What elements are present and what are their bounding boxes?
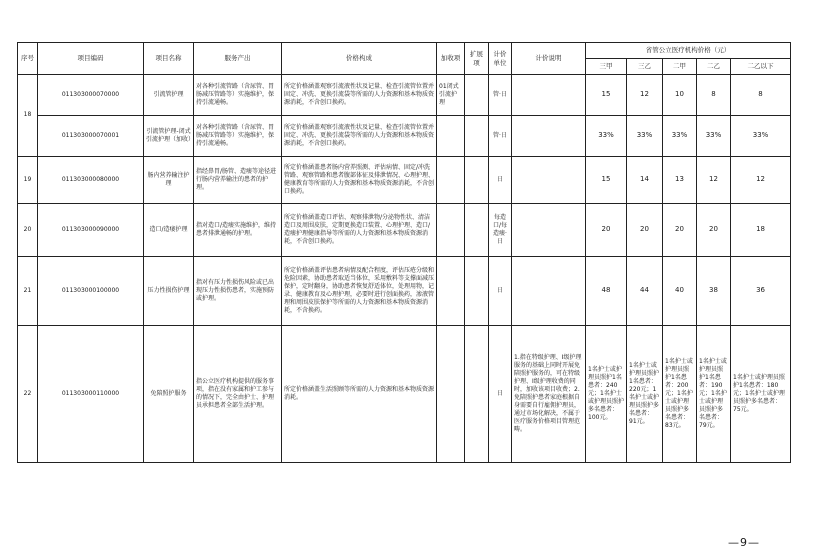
header-price-comp: 价格构成 bbox=[282, 43, 437, 75]
header-code: 项目编码 bbox=[38, 43, 144, 75]
price-cell: 8 bbox=[697, 75, 731, 116]
row-code: 011303000070001 bbox=[38, 116, 144, 157]
price-cell: 10 bbox=[663, 75, 697, 116]
price-cell: 36 bbox=[731, 257, 791, 326]
price-table bbox=[17, 42, 791, 463]
row-output: 指对造口/造瘘实施维护，维持患者排泄通畅的护理。 bbox=[194, 204, 282, 257]
row-output: 指公立医疗机构提供的服务事项，指在没有家属和护工参与的情况下，完全由护士、护理员承担患者全部生活护理。 bbox=[194, 326, 282, 463]
row-unit: 日 bbox=[489, 257, 512, 326]
row-note bbox=[512, 257, 586, 326]
price-cell: 33% bbox=[627, 116, 663, 157]
row-seq: 19 bbox=[18, 157, 38, 204]
row-unit: 管·日 bbox=[489, 116, 512, 157]
row-price-comp: 所定价格涵盖评估患者病情及配合程度，评估压疮分级和危险因素，协助患者取适当体位，采用敷料等支撑面减压保护，定时翻身，协助患者恢复舒适体位，处理用物，记录、健康教育及心理护理，必要时进行创面换药，渗液管理和周围皮肤保护等所需的人力资源和基本物质资源消耗，不含换药。 bbox=[282, 257, 437, 326]
row-unit: 每造口/每造瘘·日 bbox=[489, 204, 512, 257]
price-cell: 15 bbox=[586, 75, 627, 116]
row-name: 引流管护理 bbox=[144, 75, 194, 116]
row-unit: 日 bbox=[489, 157, 512, 204]
row-output: 指对有压力性损伤风险或已出现压力性损伤患者，实施预防或护理。 bbox=[194, 257, 282, 326]
header-name: 项目名称 bbox=[144, 43, 194, 75]
header-level-below: 二乙以下 bbox=[731, 59, 791, 75]
row-price-comp: 所定价格涵盖观察引流液性状及记量、检查引流管位置并固定、冲洗、更换引流袋等所需的人力资源和基本物质资源消耗，不含创口换药。 bbox=[282, 75, 437, 116]
price-cell: 8 bbox=[731, 75, 791, 116]
price-cell: 12 bbox=[627, 75, 663, 116]
row-note bbox=[512, 204, 586, 257]
header-level-3b: 三乙 bbox=[627, 59, 663, 75]
row-extra-fee bbox=[437, 204, 465, 257]
price-cell: 20 bbox=[627, 204, 663, 257]
header-extra-fee: 加收项 bbox=[437, 43, 465, 75]
table-row bbox=[18, 204, 791, 257]
row-note: 1.指在特级护理、I级护理服务的基础上同时开展免陪照护服务的，可在特级护理、I级护理收费的同时，加收该项目收费；2.免陪照护患者家庭根据自身需要自行雇佣护理员，通过市场化解决，不属于医疗服务价格项目管理范畴。 bbox=[512, 326, 586, 463]
price-cell: 44 bbox=[627, 257, 663, 326]
row-name: 免陪照护服务 bbox=[144, 326, 194, 463]
row-ext-item bbox=[465, 157, 489, 204]
row-extra-fee: 01闭式引流护理 bbox=[437, 75, 465, 116]
row-name: 引流管护理-闭式引流护理（加收） bbox=[144, 116, 194, 157]
row-extra-fee bbox=[437, 116, 465, 157]
header-price-group: 省管公立医疗机构价格（元） bbox=[586, 43, 791, 59]
price-cell: 48 bbox=[586, 257, 627, 326]
row-note bbox=[512, 157, 586, 204]
row-output: 指经鼻胃/肠管、造瘘等途径进行肠内营养输注的患者的护理。 bbox=[194, 157, 282, 204]
table-row bbox=[18, 257, 791, 326]
table-row bbox=[18, 326, 791, 463]
price-cell: 1名护士或护理员照护1名患者：240元；1名护士或护理员照护多名患者：100元。 bbox=[586, 326, 627, 463]
row-code: 011303000090000 bbox=[38, 204, 144, 257]
price-cell: 20 bbox=[663, 204, 697, 257]
header-note: 计价说明 bbox=[512, 43, 586, 75]
row-output: 对各种引流管路（含尿管、胃肠减压管路等）实施维护，保持引流通畅。 bbox=[194, 116, 282, 157]
price-cell: 12 bbox=[697, 157, 731, 204]
row-ext-item bbox=[465, 257, 489, 326]
price-cell: 20 bbox=[586, 204, 627, 257]
price-cell: 14 bbox=[627, 157, 663, 204]
header-seq: 序号 bbox=[18, 43, 38, 75]
row-seq: 21 bbox=[18, 257, 38, 326]
row-name: 肠内营养输注护理 bbox=[144, 157, 194, 204]
row-output: 对各种引流管路（含尿管、胃肠减压管路等）实施维护，保持引流通畅。 bbox=[194, 75, 282, 116]
row-extra-fee bbox=[437, 157, 465, 204]
price-cell: 40 bbox=[663, 257, 697, 326]
price-cell: 15 bbox=[586, 157, 627, 204]
price-cell: 1名护士或护理员照护1名患者：190元；1名护士或护理员照护多名患者：79元。 bbox=[697, 326, 731, 463]
row-unit: 管·日 bbox=[489, 75, 512, 116]
row-price-comp: 所定价格涵盖造口评估、观察排泄物/分泌物性状、清洁造口及周围皮肤，定期更换造口装置、心理护理、造口/造瘘护理健康指导等所需的人力资源和基本物质资源消耗，不含创口换药。 bbox=[282, 204, 437, 257]
row-code: 011303000110000 bbox=[38, 326, 144, 463]
price-cell: 33% bbox=[697, 116, 731, 157]
price-cell: 33% bbox=[586, 116, 627, 157]
row-code: 011303000070000 bbox=[38, 75, 144, 116]
row-name: 压力性损伤护理 bbox=[144, 257, 194, 326]
table-row bbox=[18, 157, 791, 204]
row-ext-item bbox=[465, 116, 489, 157]
row-ext-item bbox=[465, 204, 489, 257]
header-level-3a: 三甲 bbox=[586, 59, 627, 75]
row-price-comp: 所定价格涵盖观察引流液性状及记量、检查引流管位置并固定、冲洗、更换引流袋等所需的人力资源和基本物质资源消耗，不含创口换药。 bbox=[282, 116, 437, 157]
header-level-2a: 二甲 bbox=[663, 59, 697, 75]
row-seq: 20 bbox=[18, 204, 38, 257]
price-cell: 38 bbox=[697, 257, 731, 326]
table-row bbox=[18, 116, 791, 157]
header-level-2b: 二乙 bbox=[697, 59, 731, 75]
row-code: 011303000100000 bbox=[38, 257, 144, 326]
row-seq: 22 bbox=[18, 326, 38, 463]
price-cell: 33% bbox=[663, 116, 697, 157]
row-extra-fee bbox=[437, 257, 465, 326]
table-row bbox=[18, 75, 791, 116]
header-output: 服务产出 bbox=[194, 43, 282, 75]
row-unit: 日 bbox=[489, 326, 512, 463]
row-extra-fee bbox=[437, 326, 465, 463]
page-number: —9— bbox=[728, 536, 760, 549]
price-cell: 1名护士或护理员照护1名患者：200元；1名护士或护理员照护多名患者：83元。 bbox=[663, 326, 697, 463]
price-cell: 33% bbox=[731, 116, 791, 157]
price-cell: 13 bbox=[663, 157, 697, 204]
price-cell: 1名护士或护理员照护1名患者：180元；1名护士或护理员照护多名患者：75元。 bbox=[731, 326, 791, 463]
price-cell: 20 bbox=[697, 204, 731, 257]
header-unit: 计价单位 bbox=[489, 43, 512, 75]
row-seq: 18 bbox=[18, 75, 38, 157]
row-note bbox=[512, 116, 586, 157]
row-ext-item bbox=[465, 326, 489, 463]
price-cell: 1名护士或护理员照护1名患者：220元；1名护士或护理员照护多名患者：91元。 bbox=[627, 326, 663, 463]
row-code: 011303000080000 bbox=[38, 157, 144, 204]
row-price-comp: 所定价格涵盖患者肠内营养照测、评估病情、固定/冲洗管路、观察管路和患者腹部体征及排泄情况、心理护理、健康教育等所需的人力资源和基本物质资源消耗，不含创口换药。 bbox=[282, 157, 437, 204]
price-cell: 12 bbox=[731, 157, 791, 204]
header-ext-item: 扩展项 bbox=[465, 43, 489, 75]
row-name: 造口/造瘘护理 bbox=[144, 204, 194, 257]
row-note bbox=[512, 75, 586, 116]
price-cell: 18 bbox=[731, 204, 791, 257]
row-ext-item bbox=[465, 75, 489, 116]
row-price-comp: 所定价格涵盖生活照顾等所需的人力资源和基本物质资源消耗。 bbox=[282, 326, 437, 463]
